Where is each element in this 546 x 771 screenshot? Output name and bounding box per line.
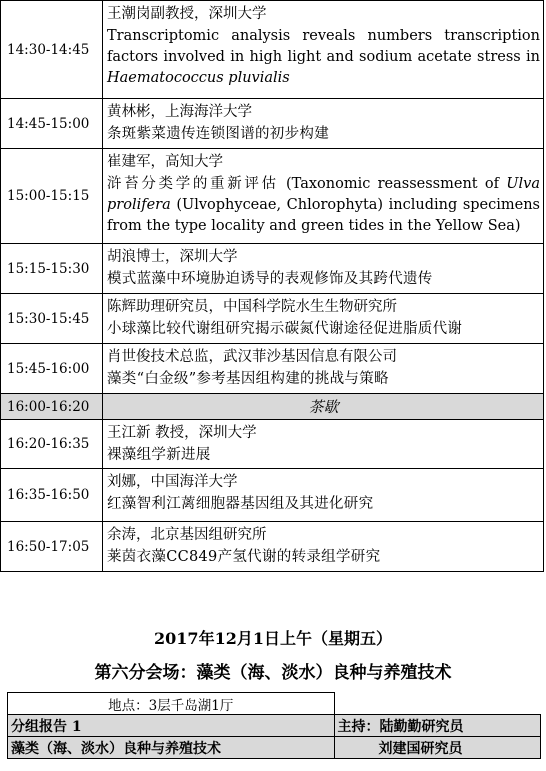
talk-cell [103,244,544,294]
talk-cell [103,522,544,572]
schedule-row [1,294,544,344]
talk-title-tail: (Ulvophyceae, Chlorophyta) including specimens from the type locality and green tides in the Yellow Sea) [107,197,540,234]
time-cell [1,344,103,394]
species-name: Haematococcus pluvialis [107,70,290,86]
time-cell [1,1,103,99]
speaker: 陈辉助理研究员，中国科学院水生生物研究所 [107,299,397,315]
talk-title [107,174,540,237]
time-label: 15:45-16:00 [7,360,90,377]
talk-cell [103,420,544,469]
schedule-row [1,149,544,244]
co-chair-label: 刘建国研究员 [334,737,541,759]
empty-cell [334,693,541,715]
speaker: 崔建军，高知大学 [107,154,223,170]
speaker: 黄林彬，上海海洋大学 [107,104,252,120]
speaker: 王江新 教授，深圳大学 [107,425,257,441]
talk-cell [103,1,544,99]
session-info-table [7,692,541,759]
time-label: 16:50-17:05 [7,538,90,555]
talk-cell [103,344,544,394]
tea-break-label: 茶歇 [308,398,339,416]
time-cell [1,469,103,522]
group-report-label: 分组报告 1 [8,715,335,737]
speaker: 刘娜，中国海洋大学 [107,474,238,490]
time-label: 16:20-16:35 [7,436,90,452]
schedule-row [1,522,544,572]
time-label: 15:30-15:45 [7,310,90,327]
talk-title: 小球藻比较代谢组研究揭示碳氮代谢途径促进脂质代谢 [107,321,463,337]
talk-cell [103,99,544,149]
schedule-row [1,1,544,99]
time-label: 16:00-16:20 [7,398,90,415]
schedule-row [1,99,544,149]
group-topic-label: 藻类（海、淡水）良种与养殖技术 [8,737,335,759]
time-cell [1,244,103,294]
time-cell [1,522,103,572]
talk-cell [103,294,544,344]
talk-title: 模式蓝藻中环境胁迫诱导的表观修饰及其跨代遗传 [107,271,433,287]
time-cell [1,99,103,149]
time-cell [1,149,103,244]
chair-label: 主持：陆勤勤研究员 [334,715,541,737]
talk-title: 裸藻组学新进展 [107,447,211,463]
break-cell [103,394,544,420]
time-label: 14:45-15:00 [7,115,90,132]
speaker: 肖世俊技术总监，武汉菲沙基因信息有限公司 [107,349,397,365]
speaker: 余涛，北京基因组研究所 [107,527,267,543]
speaker: 胡浪博士，深圳大学 [107,249,238,265]
time-label: 15:15-15:30 [7,260,90,277]
schedule-row [1,420,544,469]
talk-title: 莱茵衣藻CC849产氢代谢的转录组学研究 [107,549,381,565]
time-label: 14:30-14:45 [7,41,90,58]
schedule-row [1,344,544,394]
time-cell [1,420,103,469]
location-label: 地点：3层千岛湖1厅 [8,693,335,715]
talk-cell [103,149,544,244]
talk-title-text: 浒苔分类学的重新评估 (Taxonomic reassessment of [107,176,507,192]
time-cell [1,394,103,420]
session-heading: 第六分会场：藻类（海、淡水）良种与养殖技术 [94,663,452,683]
time-cell [1,294,103,344]
break-row [1,394,544,420]
schedule-row [1,244,544,294]
talk-cell [103,469,544,522]
date-heading: 2017年12月1日上午（星期五） [154,629,392,648]
speaker: 王潮岗副教授，深圳大学 [107,6,267,22]
talk-title: 藻类“白金级”参考基因组构建的挑战与策略 [107,371,389,387]
talk-title: 红藻智利江蓠细胞器基因组及其进化研究 [107,496,374,512]
talk-title-text: Transcriptomic analysis reveals numbers transcription factors involved in high light and sodium acetate stress in [107,28,540,65]
schedule-row [1,469,544,522]
time-label: 15:00-15:15 [7,188,90,204]
time-label: 16:35-16:50 [7,487,90,503]
species-name: Ulva prolifera [107,176,540,213]
talk-title [107,26,540,89]
talk-title: 条斑紫菜遗传连锁图谱的初步构建 [107,126,329,142]
